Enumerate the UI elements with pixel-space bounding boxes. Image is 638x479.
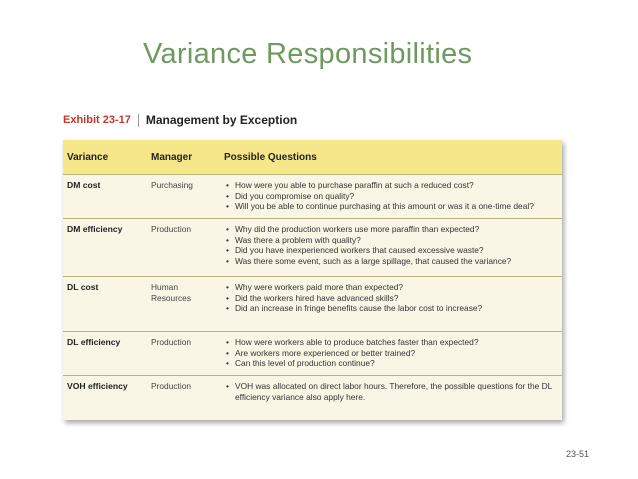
header-manager: Manager [151,151,193,163]
table-row [63,219,562,277]
question-item: • VOH was allocated on direct labor hours. Therefore, the possible questions for the DL efficiency variance also apply here. [224,381,556,402]
table-row [63,332,562,376]
question-item: • Why were workers paid more than expected? [224,282,556,293]
questions-list [224,381,556,402]
questions-cell [216,376,562,420]
exhibit-title: Management by Exception [145,113,298,127]
page-number: 23-51 [566,449,590,459]
exhibit-number: Exhibit 23-17 [63,114,131,126]
header-variance: Variance [67,151,109,163]
question-item: • Are workers more experienced or better trained? [224,348,556,359]
manager-cell: Purchasing [151,180,193,190]
questions-list [224,337,556,369]
table-row [63,277,562,332]
header-possible-questions: Possible Questions [224,151,317,163]
table-row [63,376,562,420]
variance-cell: DL cost [67,282,99,292]
exhibit-divider [138,114,139,127]
question-item: • Can this level of production continue? [224,358,556,369]
question-item: • How were you able to purchase paraffin at such a reduced cost? [224,180,556,191]
questions-list [224,282,556,314]
variance-cell: DM efficiency [67,224,123,234]
variance-cell: DM cost [67,180,101,190]
question-item: • Was there some event, such as a large spillage, that caused the variance? [224,256,556,267]
table-body [63,175,562,420]
table-row [63,175,562,219]
manager-cell: Production [151,224,192,234]
variance-cell: DL efficiency [67,337,121,347]
questions-list [224,180,556,212]
question-item: • How were workers able to produce batches faster than expected? [224,337,556,348]
questions-cell [216,332,562,376]
question-item: • Did you compromise on quality? [224,191,556,202]
slide-title: Variance Responsibilities [143,38,473,70]
question-item: • Why did the production workers use more paraffin than expected? [224,224,556,235]
questions-cell [216,219,562,277]
question-item: • Was there a problem with quality? [224,235,556,246]
questions-cell [216,277,562,332]
manager-cell: Human Resources [151,282,192,303]
manager-cell: Production [151,381,192,391]
table-header-row [63,140,562,175]
question-item: • Did you have inexperienced workers that caused excessive waste? [224,245,556,256]
question-item: • Will you be able to continue purchasing at this amount or was it a one-time deal? [224,201,556,212]
question-item: • Did an increase in fringe benefits cause the labor cost to increase? [224,303,556,314]
question-item: • Did the workers hired have advanced skills? [224,293,556,304]
management-by-exception-table [63,140,562,420]
questions-cell [216,175,562,219]
manager-cell: Production [151,337,192,347]
questions-list [224,224,556,266]
variance-cell: VOH efficiency [67,381,128,391]
exhibit-header [63,113,297,127]
